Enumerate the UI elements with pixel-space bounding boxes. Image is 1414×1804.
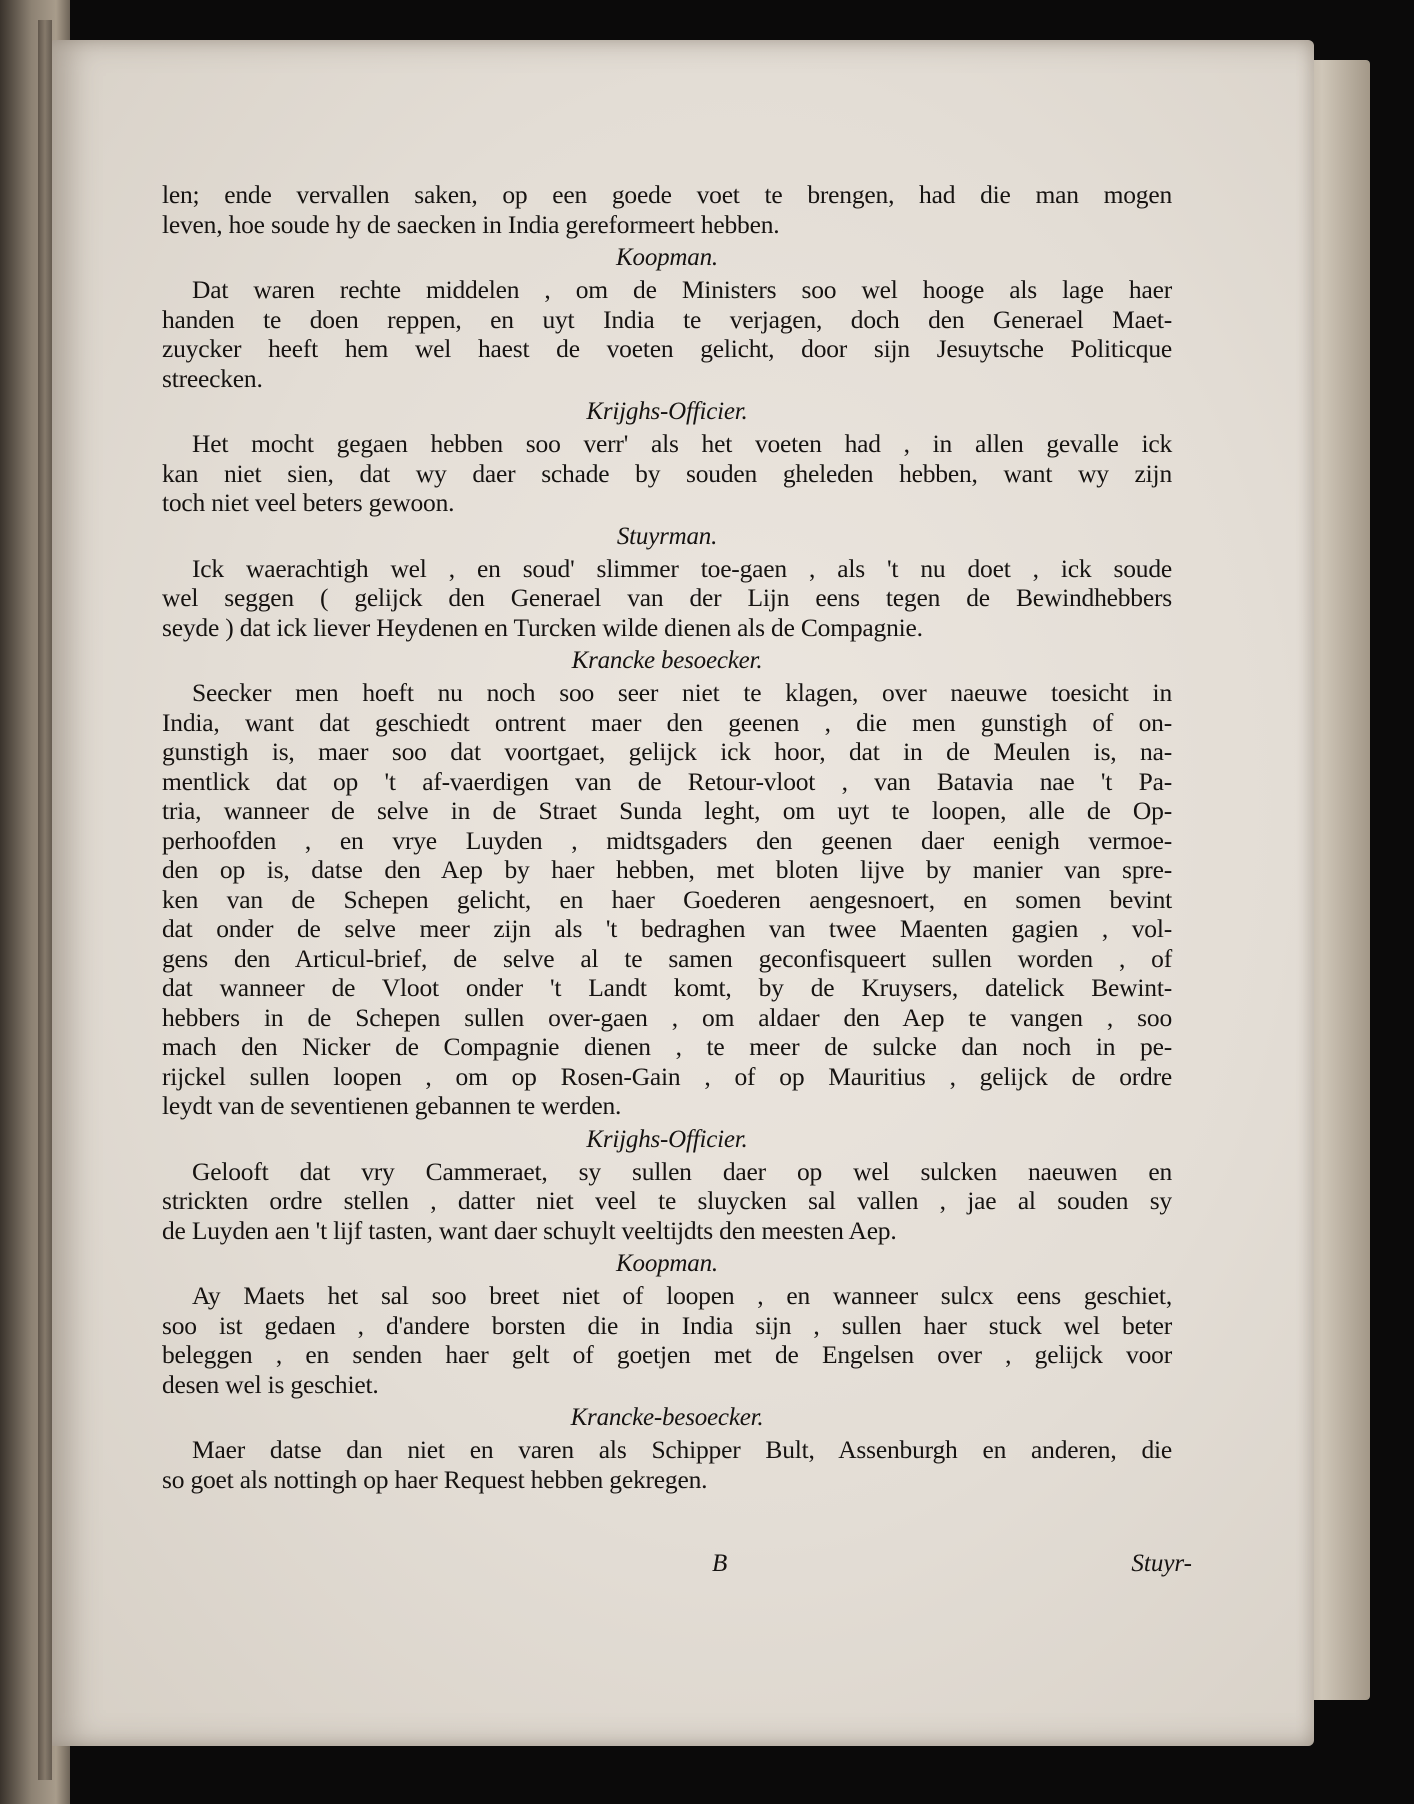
text-line: seyde ) dat ick liever Heydenen en Turcken wilde dienen als de Compagnie. (162, 612, 923, 642)
speaker-heading: Koopman. (616, 1250, 718, 1277)
text-line: beleggen , en senden haer gelt of goetjen met de Engelsen over , gelijck voor (162, 1340, 1172, 1369)
text-line: soo ist gedaen , d'andere borsten die in India sijn , sullen haer stuck wel beter (162, 1310, 1172, 1340)
speaker-heading: Stuyrman. (616, 522, 718, 550)
text-line: Seecker men hoeft nu noch soo seer niet te klagen, over naeuwe toesicht in (192, 678, 1172, 707)
text-line: mentlick dat op 't af-vaerdigen van de Retour-vloot , van Batavia nae 't Pa- (162, 766, 1172, 796)
text-line: kan niet sien, dat wy daer schade by souden gheleden hebben, want wy zijn (162, 458, 1172, 488)
text-line: dat wanneer de Vloot onder 't Landt komt, by de Kruysers, datelick Bewint- (162, 973, 1172, 1002)
book-spine (38, 20, 52, 1780)
speaker-heading: Krancke-besoecker. (570, 1404, 764, 1431)
text-line: strickten ordre stellen , datter niet veel te sluycken sal vallen , jae al souden sy (162, 1186, 1172, 1215)
text-line: India, want dat geschiedt ontrent maer den geenen , die men gunstigh of on- (162, 707, 1172, 737)
text-line: mach den Nicker de Compagnie dienen , te meer de sulcke dan noch in pe- (162, 1032, 1172, 1061)
text-line: Ick waerachtigh wel , en soud' slimmer toe-gaen , als 't nu doet , ick soude (192, 553, 1172, 583)
text-line: hebbers in de Schepen sullen over-gaen , om aldaer den Aep te vangen , soo (162, 1002, 1172, 1032)
text-line: leven, hoe soude hy de saecken in India gereformeert hebben. (162, 209, 780, 239)
text-line: handen te doen reppen, en uyt India te verjagen, doch den Generael Maet- (162, 304, 1172, 334)
signature-mark: B (712, 1550, 728, 1577)
text-line: Ay Maets het sal soo breet niet of loopen , en wanneer sulcx eens geschiet, (192, 1281, 1172, 1310)
text-line: wel seggen ( gelijck den Generael van der Lijn eens tegen de Bewindhebbers (162, 583, 1172, 612)
text-line: streecken. (162, 363, 263, 393)
text-line: dat onder de selve meer zijn als 't bedraghen van twee Maenten gagien , vol- (162, 914, 1172, 943)
text-line: zuycker heeft hem wel haest de voeten gelicht, door sijn Jesuytsche Politicque (162, 334, 1172, 363)
text-line: Het mocht gegaen hebben soo verr' als het voeten had , in allen gevalle ick (192, 429, 1172, 458)
catchword: Stuyr- (1131, 1550, 1192, 1577)
page-footer (162, 1550, 1192, 1582)
text-line: desen wel is geschiet. (162, 1369, 379, 1399)
text-line: gens den Articul-brief, de selve al te samen geconfisqueert sullen worden , of (162, 943, 1172, 973)
text-line: toch niet veel beters gewoon. (162, 488, 455, 517)
text-line: rijckel sullen loopen , om op Rosen-Gain , of op Mauritius , gelijck de ordre (162, 1061, 1172, 1091)
text-line: Maer datse dan niet en varen als Schipper Bult, Assenburgh en anderen, die (192, 1435, 1172, 1464)
speaker-heading: Krancke besoecker. (571, 647, 763, 674)
text-line: Dat waren rechte middelen , om de Ministers soo wel hooge als lage haer (192, 275, 1172, 304)
page-text (162, 180, 1172, 1494)
text-line: tria, wanneer de selve in de Straet Sunda leght, om uyt te loopen, alle de Op- (162, 796, 1172, 825)
text-line: leydt van de seventienen gebannen te werden. (162, 1091, 622, 1120)
speaker-heading: Krijghs-Officier. (586, 1125, 748, 1153)
speaker-heading: Krijghs-Officier. (586, 398, 748, 425)
text-line: gunstigh is, maer soo dat voortgaet, gelijck ick hoor, dat in de Meulen is, na- (162, 737, 1172, 766)
text-line: Gelooft dat vry Cammeraet, sy sullen daer op wel sulcken naeuwen en (192, 1156, 1172, 1186)
text-line: den op is, datse den Aep by haer hebben, met bloten lijve by manier van spre- (162, 855, 1172, 884)
text-line: de Luyden aen 't lijf tasten, want daer schuylt veeltijdts den meesten Aep. (162, 1215, 897, 1245)
text-line: len; ende vervallen saken, op een goede voet te brengen, had die man mogen (162, 180, 1172, 209)
text-line: so goet als nottingh op haer Request hebben gekregen. (162, 1464, 708, 1494)
text-line: ken van de Schepen gelicht, en haer Goederen aengesnoert, en somen bevint (162, 884, 1172, 914)
speaker-heading: Koopman. (616, 244, 718, 271)
text-line: perhoofden , en vrye Luyden , midtsgaders den geenen daer eenigh vermoe- (162, 825, 1172, 855)
